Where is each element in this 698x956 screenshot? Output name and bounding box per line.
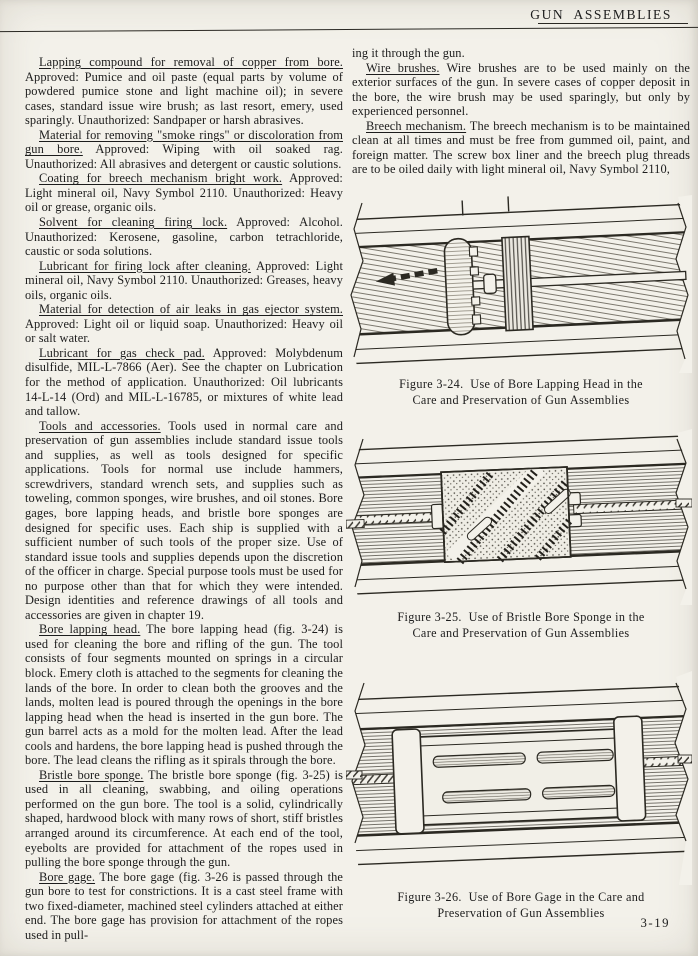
paragraph — [25, 128, 343, 172]
paragraph-heading: Bore gage. — [39, 869, 96, 884]
figure-3-25-caption: Figure 3-25. Use of Bristle Bore Sponge in the Care and Preservation of Gun Assemblies — [397, 610, 645, 640]
paragraph — [25, 215, 343, 259]
paragraph — [25, 419, 343, 623]
paragraph-heading: Lubricant for gas check pad. — [39, 345, 205, 360]
paragraph — [25, 55, 343, 128]
paragraph-heading: Breech mechanism. — [366, 118, 467, 133]
paragraph-body: Approved: Light mineral oil, Navy Symbol 2110. Unauthorized: Greases, heavy oils, organic oils. — [25, 258, 343, 302]
gage-cylinder-right — [614, 716, 646, 821]
gage-slot — [542, 785, 614, 799]
bristle-bore-sponge-illustration — [346, 429, 692, 605]
lead-slug — [502, 237, 533, 331]
paragraph-heading: Solvent for cleaning firing lock. — [39, 215, 228, 230]
paragraph — [25, 171, 343, 215]
header-rule — [0, 27, 698, 32]
gage-slot — [537, 749, 613, 763]
paragraph-body: The bore lapping head (fig. 3-24) is used for cleaning the bore and rifling of the gun. The tool consists of four segments mounted on springs in a circular block. Emery cloth is attached to the segments for cleaning the lands of the bore. In order to clean both the grooves and the lands, molten lead is poured through the openings in the bore lapping head when the head is inserted in the gun bore. The gun barrel acts as a mold for the molten lead. After the lead cools and hardens, the bore lapping head is pushed through the bore. The lead cleans the rifling as it spirals through the bore. — [25, 622, 343, 768]
paragraph — [25, 622, 343, 767]
paragraph-heading: Wire brushes. — [366, 60, 440, 75]
left-column — [25, 55, 343, 942]
bore-lapping-head-illustration — [346, 195, 692, 373]
paragraph-body: Wire brushes are to be used mainly on the exterior surfaces of the gun. In severe cases of copper deposit in the bore, the wire brush may be used sparingly, but only by experienced personnel. — [352, 60, 690, 119]
continuation-line: ing it through the gun. — [352, 46, 465, 60]
paragraph-body: The breech mechanism is to be maintained clean at all times and must be free from gummed oil, paint, and foreign matter. The screw box liner and the breech plug threads are to be oiled daily with light mineral oil, Navy Symbol 2110, — [352, 118, 690, 177]
figure-3-26 — [346, 671, 692, 885]
paragraph — [25, 259, 343, 303]
paragraph-body: Approved: Light oil or liquid soap. Unauthorized: Heavy oil or salt water. — [25, 316, 343, 346]
paragraph — [25, 302, 343, 346]
paragraph-body: Tools used in normal care and preservation of gun assemblies include standard issue tools and supplies, as well as tools designed for specific applications. Tools for normal use include hammers, screwdrivers, standard wrench sets, and supplies such as toweling, common sponges, wire brushes, and oil stones. Bore gages, bore lapping heads, and bristle bore sponges are designed for specific uses. Each ship is supplied with a sufficient number of such tools of the proper size. Use of standard issue tools and supplies depends upon the discretion of the officer in charge. Special purpose tools must be used for no purpose other than that for which they were intended. Design identities and reference drawings of all tools and accessories are given in chapter 19. — [25, 418, 344, 622]
figure-3-24 — [346, 195, 692, 373]
right-column — [352, 46, 690, 177]
paragraph-heading: Bristle bore sponge. — [39, 767, 144, 782]
paragraph — [352, 119, 690, 177]
paragraph — [25, 346, 343, 419]
gage-frame — [414, 729, 623, 825]
paragraph-body: The bristle bore sponge (fig. 3-25) is used in all cleaning, swabbing, and oiling operations performed on the gun bore. The tool is a solid, cylindrically shaped, hardwood block with many rows of short, stiff bristles arranged around its circumference. At each end of the tool, eyebolts are provided for attachment of the ropes used in pulling the bore sponge through the gun. — [25, 767, 344, 870]
paragraph-heading: Material for detection of air leaks in gas ejector system. — [39, 302, 343, 317]
header-underline — [538, 23, 688, 24]
gage-cylinder-left — [392, 729, 424, 834]
bore-gage-illustration — [346, 671, 692, 885]
page-header: GUN ASSEMBLIES — [530, 7, 672, 22]
paragraph-body: The bore gage (fig. 3-26 is passed through the gun bore to test for constrictions. It is a cast steel frame with two fixed-diameter, machined steel cylinders attached at either end. The bore gage has provision for attachment of the ropes used in pull- — [25, 869, 344, 942]
paragraph — [352, 61, 690, 119]
paragraph-body: Approved: Molybdenum disulfide, MIL-L-7866 (Aer). See the chapter on Lubrication for the method of application. Unauthorized: Oil lubricants 14-L-14 (Ord) and MIL-L-16785, or mixtures of white lead and tallow. — [25, 345, 343, 419]
paragraph — [25, 768, 343, 870]
paragraph-heading: Coating for breech mechanism bright work. — [39, 171, 283, 186]
figure-3-24-caption: Figure 3-24. Use of Bore Lapping Head in the Care and Preservation of Gun Assemblies — [399, 377, 643, 407]
eyebolt-left — [431, 504, 443, 528]
paragraph-body: Approved: Wiping with oil soaked rag. Unauthorized: All abrasives and detergent or caustic solutions. — [25, 142, 344, 171]
paragraph-heading: Material for removing "smoke rings" or discoloration from gun bore. — [25, 127, 343, 157]
page-number: 3-19 — [640, 916, 670, 930]
figure-3-25 — [346, 429, 692, 605]
paragraph-heading: Lapping compound for removal of copper from bore. — [39, 55, 343, 69]
paragraph-heading: Tools and accessories. — [39, 418, 161, 433]
paragraph-body: Approved: Pumice and oil paste (equal parts by volume of powdered pumice stone and light machine oil); in severe cases, standard issue wire brush; as last resort, emery, used sparingly. Unauthorized: Sandpaper or harsh abrasives. — [25, 69, 343, 128]
paragraph — [25, 870, 343, 943]
paragraph-body: Approved: Light mineral oil, Navy Symbol 2110. Unauthorized: Heavy oil or grease, organic oils. — [25, 171, 343, 215]
paragraph-heading: Lubricant for firing lock after cleaning. — [39, 258, 251, 273]
paragraph-heading: Bore lapping head. — [39, 622, 141, 637]
paragraph-body: Approved: Alcohol. Unauthorized: Kerosene, gasoline, carbon tetrachloride, caustic or soda solutions. — [25, 215, 343, 259]
figure-3-26-caption: Figure 3-26. Use of Bore Gage in the Care and Preservation of Gun Assemblies — [397, 890, 645, 920]
